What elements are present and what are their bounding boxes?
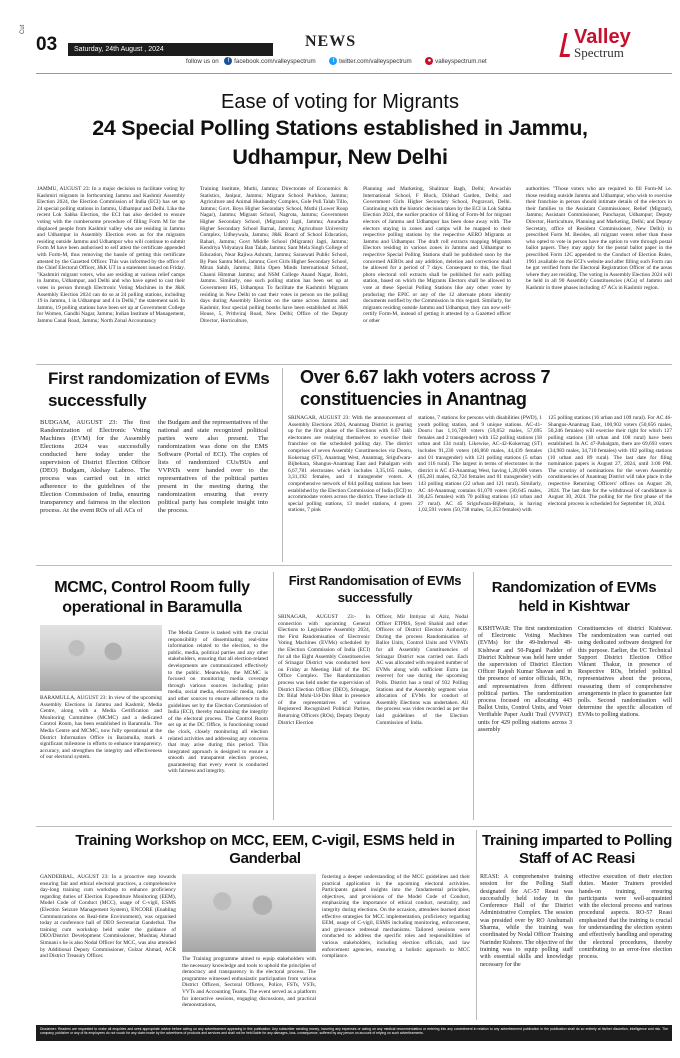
anantnag-col-1: SRINAGAR, AUGUST 23: With the announcement of Assembly Elections 2024, Anantnag District is gearing up for the first phase of the Elections with 6.67 lakh electorates are readying themselves to exercise their franchise on the scheduled polling day. The district comprises of seven Assembly Constituencies viz Dooru, Kokernag (ST), Anantnag West, Anantnag, Srigufwara-Bijbehara, Shangus-Anantnag East and Pahalgam with 6,67,781 electorates which includes 3,35,165 males, 3,31,192 females, and 4 transgender voters. A comprehensive network of 844 polling stations has been established by the Election Commission of India (ECI) to accommodate voters across the district. These include 41 special polling stations, 13 model stations, 4 green stations, 7 pink xyxy=(288,415,412,514)
divider xyxy=(273,572,274,820)
evm-budgam-col-2: the Budgam and the representatives of the national and state recognized political parties were also present. The randomization was done on the EMS Software (Portal of ECI). The copies of lists of randomized CUs/BUs and VVPATs were handed over to the representatives of the political parties present in the meeting during the randomization ensuring that every political party has complete insight into the process. xyxy=(158,419,268,514)
anantnag-headline: Over 6.67 lakh voters across 7 constituencies in Anantnag xyxy=(300,367,551,409)
srinagar-evm-col-2: Officer, Mir Imtiyaz ul Aziz, Nodal Officer ETPBS, Syed Shahid and other Officers of District Election Authority. During the process Randomisation of Ballot Units, Control Units and VVPATs for all Assembly Constituencies of Srinagar District was carried out. Each AC was allocated with required number of EVMs along with sufficient Extra (as reserve) for use during the upcoming Polls. District has a total of 932 Polling Stations and the Assembly segment wise allocation of EVMs for conduct of Assembly Elections was undertaken. All the process was video recorded as per the laid guidelines of the Election Commission of India. xyxy=(376,614,468,726)
lead-column-3: Planning and Marketing, Shalimar Bagh, Delhi; Arwachin International School, F Block, Dilshad Garden, Delhi; and Government Girls Higher Secondary School, Pogravari, Delhi. Continuing with the historic decision taken by the ECI in Lok Sabha Election 2024, the earlier practice of filling of Form-M for migrant electors of Jammu and Udhampur has been done away with. The electors staying in zones and camps will be mapped to their respective polling stations by the respective AERO Migrants at Jammu and Udhampur. The draft roll extracts mapping Migrants Electors residing in various zones in Jammu and Udhampur to respective Special Polling Stations shall be published soon by the concerned AEROs and any addition, deletion and corrections shall be allowed for a period of 7 days. Consequent to this, the final photo electoral roll extracts shall be published for each polling station, based on which the Migrants Electors shall be allowed to vote at these Special Polling Stations like any other voter by producing the EPIC or any of the 12 alternate photo identity documents notified by the Commission in this regard. Similarly, for migrants residing outside Jammu and Udhampur, they can now self-certify Form-M, instead of getting it attested by a Gazetted officer or other xyxy=(363,186,511,324)
lead-column-4: authorities. "Those voters who are required to fill Form-M i.e. those residing outside Jammu and Udhampur, who wish to exercise their franchise in person should intimate details of the electors in their families to the Assistant Commissioner, Relief (Migrant), Jammu; Assistant Commissioner, Panchayat, Udhampur; Deputy Director, Horticulture, Planning and Marketing, Delhi; and Deputy Secretary, office of Resident Commissioner, New Delhi) in prescribed Form M. Besides, all migrant voters other than those who opted to vote in person have the option to vote through postal ballot papers. They may apply for the postal ballot paper in the prescribed Form 12C appended to the Conduct of Election Rules, 1961 available on the ECI's website and after filling such Form can be got verified from the Electoral Registration Officer of the areas where they are residing. The voting in Assembly Election 2024 will be held in all 90 Assembly Constituencies (ACs) of Jammu and Kashmir in three phases including 47 ACs in Kashmir region. xyxy=(526,186,672,291)
divider xyxy=(36,565,672,566)
masthead xyxy=(0,0,680,86)
reasi-col-1: REASI: A comprehensive training session for the Polling Staff designated for AC-57 Reasi was successfully held today in the Conference Hall of the District Administrative Complex. The session was presided over by RO Anshumali Sharma, while the training was coordinated by Nodal Officer Training Narinder Kishore. The objective of the training was to equip polling staff with essential skills and knowledge necessary for the xyxy=(480,874,573,968)
mcmc-headline: MCMC, Control Room fully operational in Baramulla xyxy=(54,579,250,616)
divider xyxy=(473,572,474,820)
divider xyxy=(36,364,672,365)
date-text: Saturday, 24th August , 2024 xyxy=(74,46,164,53)
page-tag: Cut xyxy=(20,24,26,34)
ganderbal-photo xyxy=(182,874,316,952)
lead-column-1: JAMMU, AUGUST 23: In a major decision to facilitate voting by Kashmiri migrants in forthcoming Jammu and Kashmir Assembly Election 2024, the Election Commission of India (ECI) has set up 24 special polling stations in Jammu, Udhampur and Delhi. Like the recent Lok Sabha Election, the ECI has also decided to ensure voting with the cumbersome procedure of filling Form M for the displaced people from Kashmir valley who are residing in Jammu and Udhampur in Assembly Election even as for the migrants residing outside Jammu and Udhampur who will continue to submit Form M have been authorised to self attest the certificate appended with Form-M, thus removing the hassle of getting this certificate attested by the Gazetted Officer. This was informed by the office of the Chief Electoral Officer, J&K UT in a statement issued on Friday. "Kashmiri migrant voters, who are residing at various relief camps in Jammu, Udhampur, and Delhi and who have opted to cast their votes in person through Electronic Voting Machines in the J&K Assembly Election 2024 can do so at 24 polling stations, including 19 in Jammu, 1 in Udhampur and 4 in Delhi," the statement said. In Jammu, 19 polling stations have been set up at Government College for Women, Gandhi Nagar, Jammu; Indian Institute of Management, Jammu Canal Road, Jammu; North Zonal Accountancy xyxy=(37,186,185,324)
mcmc-column: The Media Centre is tasked with the crucial responsibility of disseminating real-time information related to the election, to the public, media, political parties and any other stakeholders, ensuring that all election-related developments are communicated effectively to the public. Meanwhile, the MCMC is focused on monitoring media coverage through various sources including print media, social media, electronic media, radio and other sources to ensure adherence to the guidelines set by the Election Commission of India (ECI), thereby maintaining the integrity of the electoral process. The Control Room set up at the DC Office, is functioning round the clock, closely monitoring all election related activities and addressing any concerns that may arise during this period. This integrated approach is designed to ensure a smooth and transparent election process, guaranteeing that every event is conducted with fairness and integrity. xyxy=(168,630,268,775)
divider xyxy=(36,826,672,827)
lead-kicker: Ease of voting for Migrants xyxy=(221,91,459,113)
lead-column-2: Training Institute, Muthi, Jammu; Directorate of Economics & Statistics, Janipur, Jammu; Migrant School Purkhoo, Jammu; Agriculture and Animal Husbandry Complex, Gole Puli Talab Tillo, Jammu; Govt. Boys Higher Secondary School, Muthi (Lower Roop Nagar), Jammu; Migrant School, Nagrota, Jammu; Government Higher Secondary School, (Migrants) Jagti, Jammu; Anuradha Higher Secondary School Barnai, Jammu; Agriculture University Complex, Udheywala, Jammu; J&K Board of School Education, Bahari, Jammu; Govt Middle School (Migrants) Jagti, Jammu; Kendriya Vidyalaya Ban Talab, Jammu; Sant Mela Singh College of Education, Near Rajiwa Ashram, Jammu; Saraswati Public School, By Pass Santra Morh, Jammu; Govt Girls Higher Secondary School, Miran Sahib, Jammu; Birla Open Minds International School, Channi Himmat Jammu; and NSM College Anand Nagar, Bohri, Jammu. Similarly, one such polling station has been set up at Government HS, Udhampur. To facilitate the Kashmiri Migrants residing in New Delhi to cast their votes in person on the polling days during Assembly Election on the same across Jammu and Kashmir, four special polling booths have been established at J&K House, 5, Prithviraj Road, New Delhi; Office of the Deputy Director, Horticulture, xyxy=(200,186,348,324)
facebook-icon: f xyxy=(224,57,232,65)
divider xyxy=(282,368,283,562)
brand-top: Valley xyxy=(574,26,631,48)
evm-budgam-headline: First randomization of EVMs successfully xyxy=(48,369,270,410)
logo-mark-icon xyxy=(559,33,574,57)
disclaimer-bar xyxy=(36,1025,672,1041)
website-link[interactable]: valleyspectrum.net xyxy=(435,58,487,65)
date-bar xyxy=(68,43,273,56)
divider xyxy=(476,830,477,1020)
follow-label: follow us on xyxy=(186,58,219,65)
lead-headline: 24 Special Polling Stations established in Jammu, Udhampur, New Delhi xyxy=(92,116,588,169)
header-divider xyxy=(36,73,672,74)
disclaimer-text: Disclaimer: Readers are requested to make all enquiries and seek appropriate advice before acting on any advertisement appearing in this publication. Any subscriber sending money, incurring any expenses or acting on any medical recommendation or entering into any commitment in relation to any advertisement publication in the publication shall do so entirely at his/her discretion, intelligence and risk. The company, publisher or any of its employees do not vouch for any claim made by the advertisers of products and services and shall not be held liable for any damages, loss, consequence, suffered by any person on account of relying on such advertisements. xyxy=(40,1027,668,1036)
social-bar xyxy=(186,56,566,68)
anantnag-col-2: stations, 7 stations for persons with disabilities (PWD), 1 youth polling station, and 9 unique stations. AC-41-Dooru has 1,16,749 voters (59,052 males, 57,695 females and 2 transgender) with 152 polling stations (18 urban and 134 rural). Likewise, AC-42-Kokernag (ST) includes 91,230 voters (46,860 males, 44,439 females and 01 transgender) with 121 polling stations (5 urban and 116 rural). The largest in terms of electorates in the district is AC 43-Anantnag West, having 1,28,006 voters (65,281 males, 62,724 females and 01 transgender) with 143 polling stations (22 urban and 121 rural). Similarly, AC 44-Anantnag contains 61,070 voters (30,645 males, 30,425 females) with 70 polling stations (43 urban and 27 rural). AC 45 Srigufwara-Bijbehara, is having 1,02,591 voters (50,738 males, 51,353 females) with xyxy=(418,415,542,514)
anantnag-col-3: 125 polling stations (16 urban and 109 rural). For AC 46-Shangus-Anantnag East, 100,902 voters (50,656 males, 50,246 females) will exercise their right for which 127 polling stations (18 urban and 108 rural) have been established. In AC 47-Pahalgam, there are 69,693 voters (34,983 males, 34,710 females) with 102 polling stations (10 urban and 89 rural). The last date for filing nomination papers is August 27, 2024, until 3:00 PM. The scrutiny of nominations for the seven Assembly constituencies of Anantnag District will take place in the respective Returning Officers' offices on August 28, 2024. The last date for the withdrawal of candidature is August 30, 2024. The polling for the first phase of the electoral process is scheduled for September 18, 2024. xyxy=(548,415,672,507)
page-number: 03 xyxy=(36,34,58,55)
reasi-col-2: effective execution of their election duties. Master Trainers provided hands-on training, ensuring participants were well-acquainted with the electoral process and various procedural aspects. RO-57 Reasi emphasized that the training is crucial for understanding the election system and effectively handling and operating the electoral procedures, thereby contributing to an error-free election process. xyxy=(579,874,672,961)
twitter-icon: t xyxy=(329,57,337,65)
ganderbal-headline: Training Workshop on MCC, EEM, C-vigil, ESMS held in Ganderbal xyxy=(75,832,455,867)
ganderbal-col-2: The Training programme aimed to equip stakeholders with the necessary knowledge and tools to uphold the principles of democracy and transparency in the electoral process. The programme witnessed enthusiastic participation from various District Officers, Sectoral Officers, Police, FSTs, VSTs, VVTs and Accounting Teams. The event served as a platform for interactive sessions, engaging discussions, and practical demonstrations, xyxy=(182,956,316,1009)
mcmc-photo xyxy=(40,625,162,691)
facebook-link[interactable]: facebook.com/valleyspectrum xyxy=(234,58,316,65)
kishtwar-headline: Randomization of EVMs held in Kishtwar xyxy=(491,579,657,615)
reasi-headline: Training imparted to Polling Staff of AC Reasi xyxy=(482,832,672,867)
ganderbal-col-3: fostering a deeper understanding of the MCC guidelines and their practical application in the upcoming electoral activities. Participants gained insights into the fundamental principles, objectives, and provisions of the Model Code of Conduct, emphasizing the importance of ethical conduct, neutrality, and integrity during elections. On the occasion, attendees learned about effective strategies for MCC implementation, proficiency regarding EEM, usage of C-vigil, ESMS including monitoring, enforcement, and grievance redressal mechanisms. Tailored sessions were conducted to address the specific roles and responsibilities of various stakeholders, including election officials, and law enforcement agencies, ensuring a holistic approach to MCC compliance. xyxy=(322,874,470,960)
mcmc-caption: BARAMULLA, AUGUST 23: In view of the upcoming Assembly Elections in Jammu and Kashmir, Media Centre, along with a Media Certification and Monitoring Committee (MCMC) and a dedicated Control Room, has been established in Baramulla. The Media Centre and MCMC, now fully operational at the District Information Office in Baramulla, mark a significant milestone in efforts to enhance transparency, accuracy, and strengthen the integrity and effectiveness of our electoral system. xyxy=(40,695,162,761)
kishtwar-col-1: KISHTWAR: The first randomization of Electronic Voting Machines (EVMs) for the 49-Inderwal 48-Kishtwar and 50-Paganl Padder of District Kishtwar was held here under the supervision of District Election Officer Rajesh Kumar Shavan and in the presence of senior officials, ROs, and representatives from different political parties. The randomization process focused on allocating 443 Ballot Units, Control Units, and Voter Verifiable Paper Audit Trail (VVPAT) units for 429 polling stations across 3 assembly xyxy=(478,626,572,733)
section-title: NEWS xyxy=(305,33,357,50)
kishtwar-col-2: Constituencies of district Kishtwar. The randomization was carried out using dedicated software designed for this purpose. Earlier, the I/C Technical Support District Election Office Vikrant Thakur, in presence of Respective ROs, briefed political representatives about the process, reassuring them of comprehensive arrangements in place to guarantee fair polls. Second randomisation will determine the specific allocation of EVMs to polling stations. xyxy=(578,626,672,719)
twitter-link[interactable]: twitter.com/valleyspectrum xyxy=(339,58,412,65)
brand-bottom: Spectrum xyxy=(574,45,624,60)
globe-icon: ● xyxy=(425,57,433,65)
evm-budgam-col-1: BUDGAM, AUGUST 23: The first Randomization of Electronic Voting Machines (EVM) for the Assembly Elections 2024 was successfully conducted here today under the supervision of District Election Officer (DEO) Budgam, Akshay Labroo. The process was carried out in strict adherence to the guidelines of the Election Commission of India, ensuring transparency and fairness in the election process. At the event ROs of all ACs of xyxy=(40,419,150,514)
brand-logo xyxy=(562,27,672,65)
srinagar-evm-headline: First Randomisation of EVMs successfully xyxy=(288,573,462,605)
ganderbal-col-1: GANDERBAL, AUGUST 23: In a proactive step towards ensuring fair and ethical electoral practices, a comprehensive day-long training cum workshop to enhance proficiency regarding duties of Election Expenditure Monitoring (EEM), Model Code of Conduct (MCC), usage of C-vigil, ESMS (Election Seizure Management System), ENCORE (Enabling Communications on Real-time Environment), was organised today at conference hall of DEO Secretariat Ganderbal. The training cum workshop held under the guidance of DEO/District Development Commissioner, Mushtaq Ahmad Simnani s he is also Nodal Officer for MCC, was also attended by Additional Deputy Commissioner, Gulzar Ahmad, ACR and District Treasury Officer. xyxy=(40,874,176,960)
srinagar-evm-col-1: SRINAGAR, AUGUST 23:- In connection with upcoming General Elections to Legislative Assembly 2024, the First Randomisation of Electronic Voting Machines (EVMs) scheduled by the Election Commission of India (ECI) for all the Eight Assembly Constituencies of Srinagar District was conducted here on Friday at Meeting Hall of the DC Office Complex. The Randomization process was held under the supervision of District Election Officer (DEO), Srinagar, Dr. Bilal Mohi-Ud-Din Bhat in presence of the representatives of various Registered Recognized Political Parties, Returning Officers (ROs), Deputy Deputy District Election xyxy=(278,614,370,726)
